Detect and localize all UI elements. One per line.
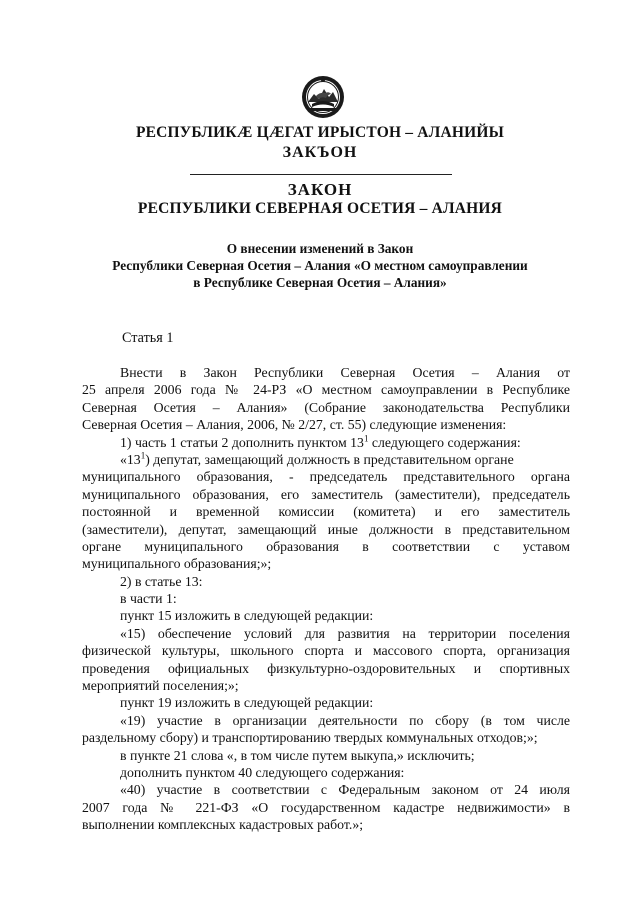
body-line: муниципального образования, - председатель представительного органа [82,469,570,485]
body-line: в части 1: [120,591,177,607]
header-divider [190,174,452,175]
article-title: Статья 1 [122,330,174,346]
coat-of-arms-emblem-icon [300,74,346,120]
body-line: (заместители), депутат, замещающий иные должности в представительном [82,521,570,537]
body-line: 1) часть 1 статьи 2 дополнить пунктом $13^1$ следующего содержания: [120,432,521,450]
body-line: постоянной и временной комиссии (комитета) и его заместитель [82,504,570,520]
body-line: пункт 19 изложить в следующей редакции: [120,695,374,711]
body-line: Северная Осетия – Алания» (Собрание законодательства Республики [82,399,570,415]
ossetian-law-heading: ЗАКЪОН [282,144,358,161]
document-body [82,364,570,834]
subject-line-1: О внесении изменений в Закон [226,241,414,256]
body-line: органе муниципального образования в соответствии с уставом [82,538,570,554]
body-line: 2) в статье 13: [120,573,203,589]
body-line: пункт 15 изложить в следующей редакции: [120,608,374,624]
body-line: физической культуры, школьного спорта и массового спорта, организация [82,643,570,659]
body-line: мероприятий поселения;»; [82,678,239,694]
russian-law-heading: ЗАКОН [287,180,353,199]
body-line: «$13^1$) депутат, замещающий должность в представительном органе [120,450,514,467]
body-line: «40) участие в соответствии с Федеральным законом от 24 июля [120,782,570,798]
body-line: в пункте 21 слова «, в том числе путем выкупа,» исключить; [120,747,475,763]
body-line: «15) обеспечение условий для развития на территории поселения [120,625,570,641]
body-line: дополнить пунктом 40 следующего содержания: [120,764,405,780]
body-line: Внести в Закон Республики Северная Осетия – Алания от [120,365,570,380]
body-line: муниципального образования, его заместитель (заместители), председатель [82,486,570,502]
subject-line-2: Республики Северная Осетия – Алания «О местном самоуправлении [112,258,528,273]
body-line: 2007 года № 221-ФЗ «О государственном кадастре недвижимости» в [82,799,570,815]
body-line: Северная Осетия – Алания, 2006, № 2/27, ст. 55) следующие изменения: [82,417,507,433]
ossetian-republic-heading: РЕСПУБЛИКÆ ЦÆГАТ ИРЫСТОН – АЛАНИЙЫ [135,124,505,141]
body-line: проведения официальных физкультурно-оздоровительных и спортивных [82,660,570,676]
subject-line-3: в Республике Северная Осетия – Алания» [193,275,447,290]
body-line: муниципального образования;»; [82,556,272,572]
body-line: раздельному сбору) и транспортированию твердых коммунальных отходов;»; [82,730,538,746]
body-line: «19) участие в организации деятельности по сбору (в том числе [120,712,570,728]
russian-republic-heading: РЕСПУБЛИКИ СЕВЕРНАЯ ОСЕТИЯ – АЛАНИЯ [137,200,503,217]
body-line: выполнении комплексных кадастровых работ.»; [82,817,364,833]
body-line: 25 апреля 2006 года № 24-РЗ «О местном самоуправлении в Республике [82,382,570,398]
